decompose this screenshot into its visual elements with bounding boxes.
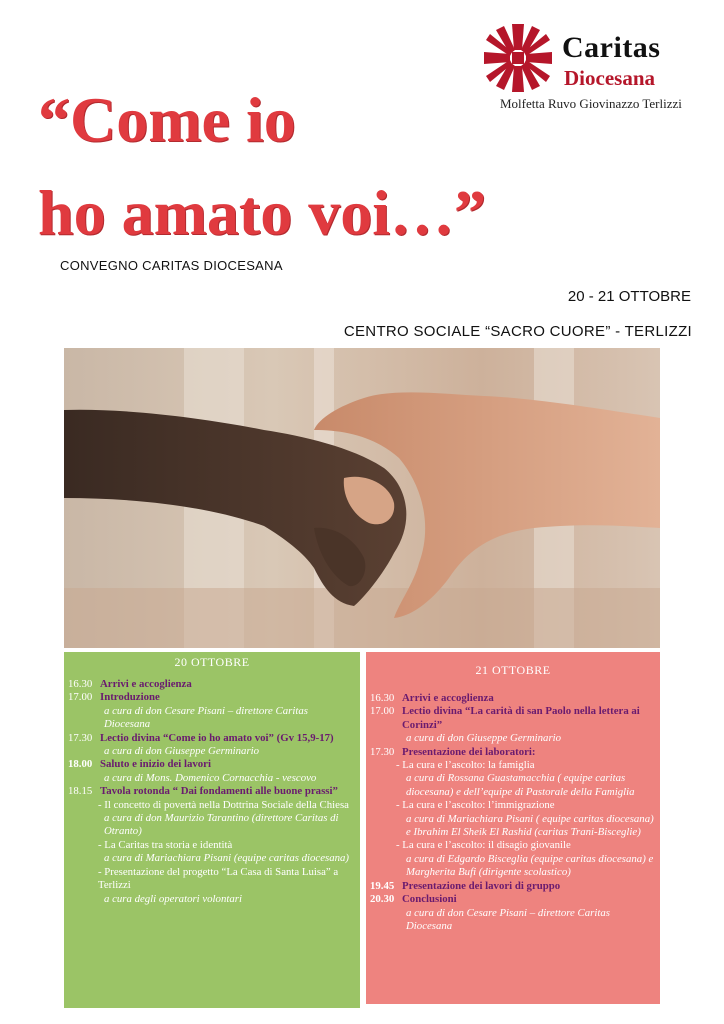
hands-photo — [64, 348, 660, 648]
main-title-line-2: ho amato voi…” — [38, 177, 486, 248]
item-title: Presentazione dei laboratori: — [402, 745, 536, 758]
item-title: Introduzione — [100, 691, 160, 704]
caritas-cross-icon — [482, 22, 554, 94]
subitem-note: a cura di Mariachiara Pisani ( equipe caritas diocesana) e Ibrahim El Sheik El Rashid (caritas Trani-Bisceglie) — [406, 812, 654, 839]
subitem: - La cura e l’ascolto: l’immigrazione — [396, 799, 555, 812]
item-time: 17.00 — [370, 705, 395, 718]
item-title: Arrivi e accoglienza — [402, 692, 494, 704]
item-note: a cura di Mons. Domenico Cornacchia - vescovo — [104, 771, 317, 784]
subitem-note: a cura degli operatori volontari — [104, 892, 242, 905]
program-item — [366, 692, 660, 705]
subitem-note: a cura di Edgardo Bisceglia (equipe caritas diocesana) e Margherita Bufi (dirigente scolastico) — [406, 852, 654, 879]
logo-subtitle: Diocesana — [564, 66, 655, 90]
program-item — [64, 785, 360, 798]
subitem-note: a cura di Rossana Guastamacchia ( equipe caritas diocesana) e dell’equipe di Pastorale della Famiglia — [406, 772, 635, 798]
item-time: 16.30 — [68, 678, 93, 690]
event-date: 20 - 21 OTTOBRE — [567, 288, 691, 305]
program-item — [64, 678, 360, 691]
subitem: - La cura e l’ascolto: il disagio giovanile — [396, 839, 571, 852]
logo-dioceses: Molfetta Ruvo Giovinazzo Terlizzi — [500, 96, 682, 111]
item-time: 20.30 — [370, 893, 395, 906]
program-item — [64, 691, 360, 704]
subitem: - Il concetto di povertà nella Dottrina Sociale della Chiesa — [98, 798, 349, 811]
logo-title: Caritas — [562, 31, 661, 64]
item-time: 19.45 — [370, 879, 395, 892]
program-item — [366, 705, 660, 732]
day-1-heading: 20 OTTOBRE — [174, 655, 250, 669]
item-title: Presentazione dei lavori di gruppo — [402, 879, 561, 892]
program-day-1 — [64, 652, 360, 1008]
program-item — [366, 880, 660, 893]
item-time: 17.00 — [68, 691, 93, 704]
program-item — [366, 746, 660, 759]
event-subtitle: CONVEGNO CARITAS DIOCESANA — [60, 258, 283, 273]
subitem: - Presentazione del progetto “La Casa di Santa Luisa” a Terlizzi — [98, 865, 339, 892]
item-title: Arrivi e accoglienza — [100, 678, 192, 690]
subitem-note: a cura di Mariachiara Pisani (equipe caritas diocesana) — [104, 852, 349, 865]
item-note: a cura di don Cesare Pisani – direttore Caritas Diocesana — [406, 906, 610, 932]
subitem: - La Caritas tra storia e identità — [98, 838, 233, 851]
item-title: Lectio divina “La carità di san Paolo nella lettera ai Corinzi” — [402, 705, 640, 731]
item-time: 16.30 — [370, 692, 395, 704]
main-title-line-1: “Come io — [38, 84, 296, 155]
program-item — [64, 758, 360, 771]
item-note: a cura di don Giuseppe Germinario — [406, 732, 562, 745]
item-time: 18.15 — [68, 785, 93, 798]
program-item — [64, 732, 360, 745]
program-item — [366, 893, 660, 906]
hands-image — [64, 348, 660, 648]
item-title: Conclusioni — [402, 893, 457, 906]
subitem: - La cura e l’ascolto: la famiglia — [396, 759, 535, 772]
item-title: Tavola rotonda “ Dai fondamenti alle buone prassi” — [100, 785, 338, 798]
item-note: a cura di don Cesare Pisani – direttore Caritas Diocesana — [104, 704, 308, 731]
subitem-note: a cura di don Maurizio Tarantino (direttore Caritas di Otranto) — [104, 812, 339, 838]
item-title: Saluto e inizio dei lavori — [100, 758, 211, 771]
item-time: 17.30 — [68, 731, 93, 744]
item-note: a cura di don Giuseppe Germinario — [104, 745, 260, 758]
event-venue: CENTRO SOCIALE “SACRO CUORE” - TERLIZZI — [343, 323, 692, 340]
program-day-2 — [366, 652, 660, 1004]
caritas-logo — [482, 22, 712, 117]
item-time: 18.00 — [68, 758, 93, 771]
item-title: Lectio divina “Come io ho amato voi” (Gv 15,9-17) — [100, 731, 334, 744]
day-2-heading: 21 OTTOBRE — [475, 663, 551, 677]
item-time: 17.30 — [370, 745, 395, 758]
